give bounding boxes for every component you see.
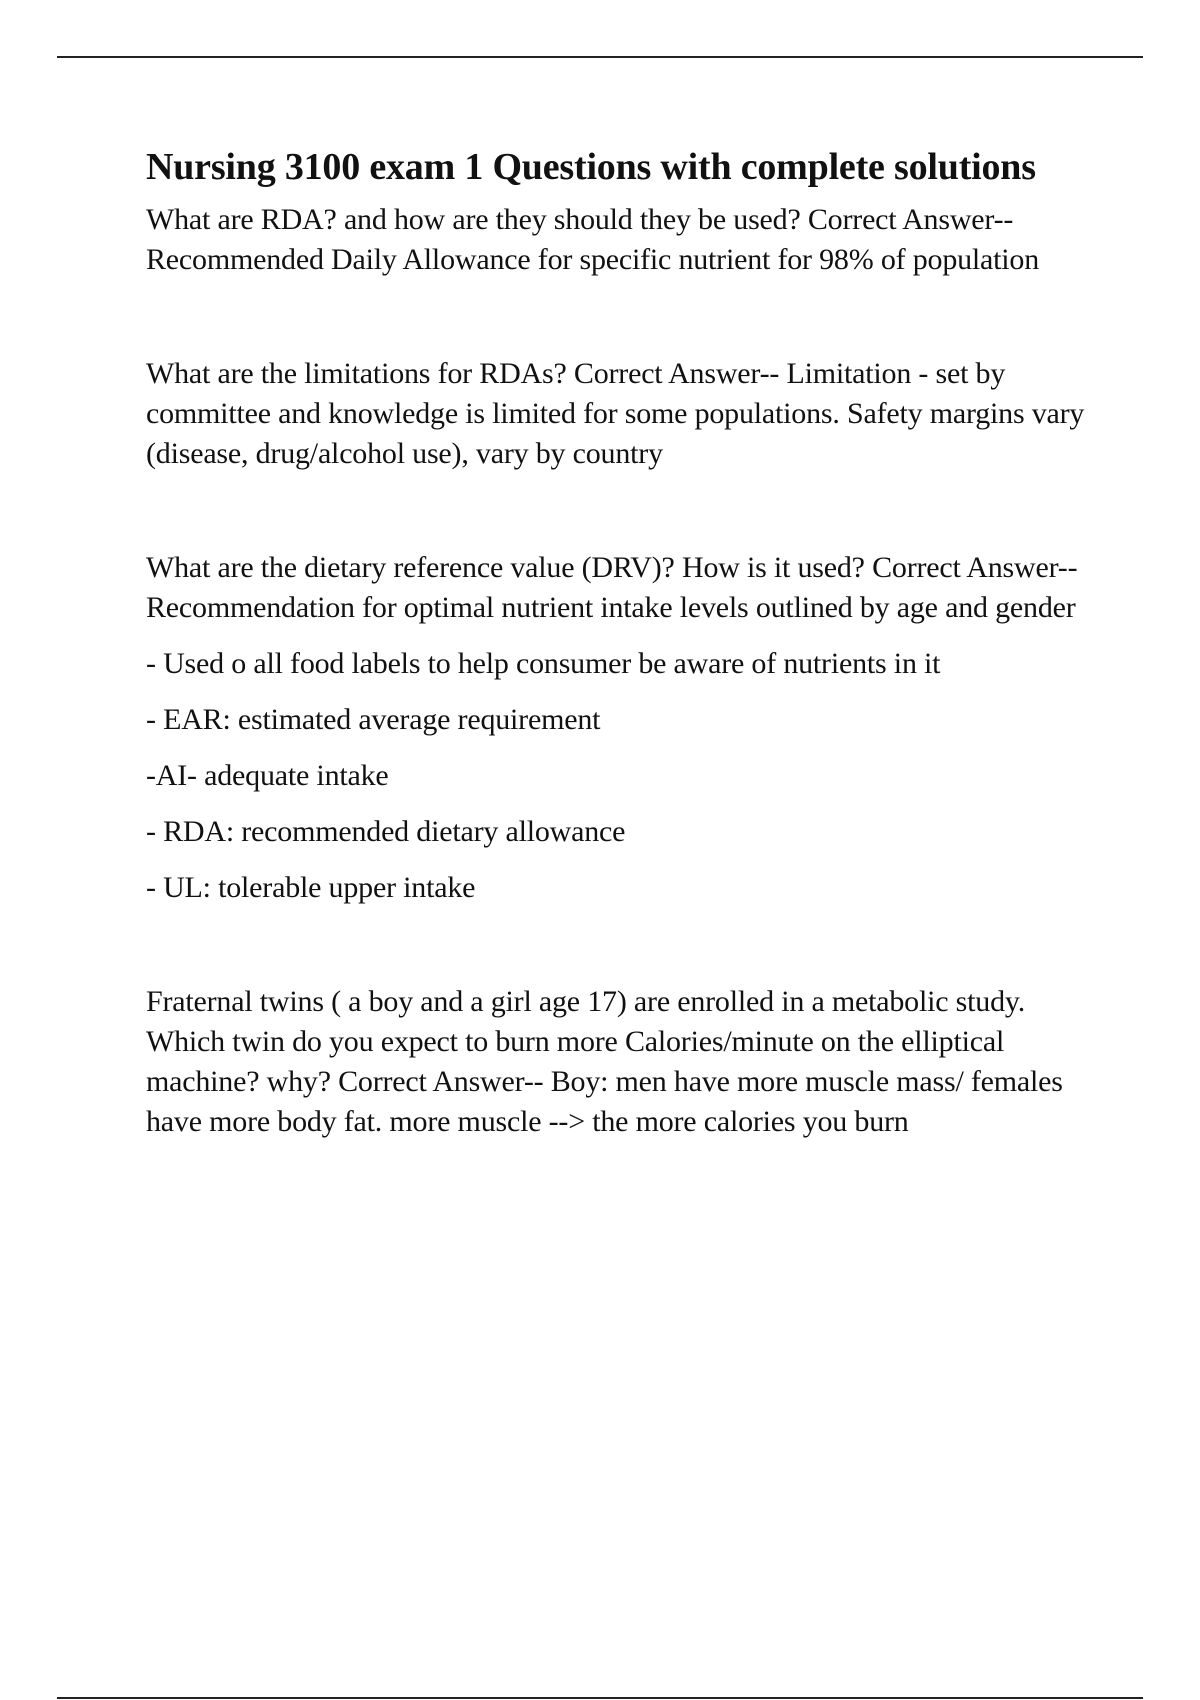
qa-item-3-list [146,644,1106,908]
qa-item-4: Fraternal twins ( a boy and a girl age 17) are enrolled in a metabolic study. Which twin do you expect to burn more Calories/minute on the elliptical machine? why? Correct Answer-- Boy: men have more muscle mass/ females have more body fat. more muscle --> the more calories you burn [146,985,1063,1138]
qa-item-2: What are the limitations for RDAs? Correct Answer-- Limitation - set by committee and knowledge is limited for some populations. Safety margins vary (disease, drug/alcohol use), vary by country [146,357,1085,470]
list-item: - Used o all food labels to help consumer be aware of nutrients in it [146,647,941,680]
spacer [146,908,1106,982]
list-item: - UL: tolerable upper intake [146,871,476,904]
qa-item-1: What are RDA? and how are they should they be used? Correct Answer--Recommended Daily Allowance for specific nutrient for 98% of population [146,203,1040,276]
list-item: - EAR: estimated average requirement [146,703,601,736]
top-divider [57,56,1143,58]
document-title: Nursing 3100 exam 1 Questions with complete solutions [146,146,1036,188]
spacer [146,474,1106,548]
document-body [146,142,1106,1142]
list-item: - RDA: recommended dietary allowance [146,815,626,848]
qa-item-3: What are the dietary reference value (DRV)? How is it used? Correct Answer-- Recommendation for optimal nutrient intake levels outlined by age and gender [146,551,1078,624]
list-item: -AI- adequate intake [146,759,389,792]
bottom-divider [57,1697,1143,1699]
spacer [146,280,1106,354]
